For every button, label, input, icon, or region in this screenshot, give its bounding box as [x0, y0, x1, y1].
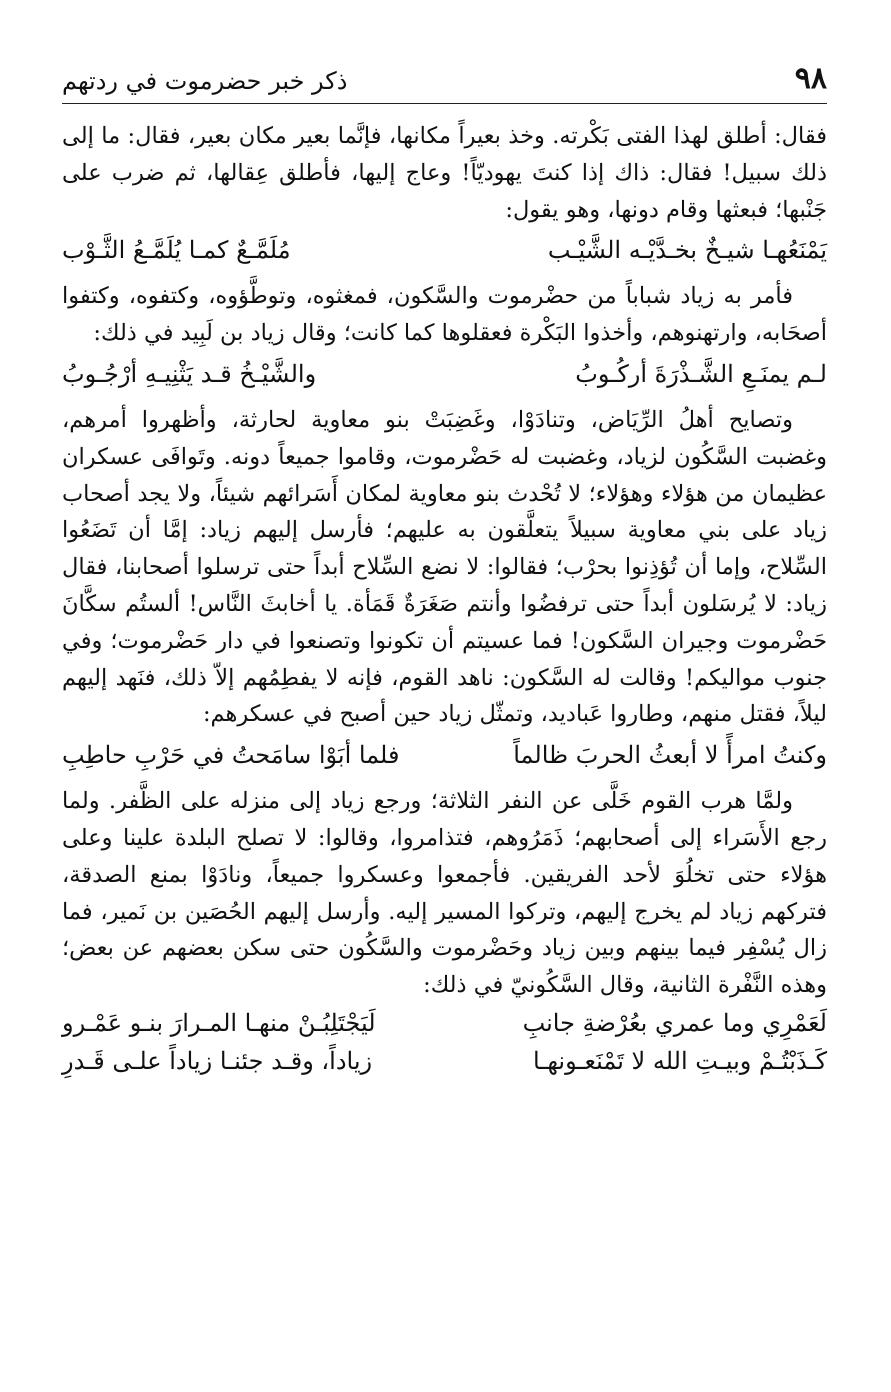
- page-header: [62, 60, 827, 104]
- verse-line-2: [62, 354, 827, 394]
- page-number: ٩٨: [794, 61, 827, 96]
- verse-5-first-hemistich: كَـذَبْتُـمْ وبيـتِ الله لا تَمْنَعـونهـا: [533, 1046, 827, 1075]
- page-body: [62, 118, 827, 1080]
- verse-3-first-hemistich: وكنتُ امرأً لا أبعثُ الحربَ ظالماً: [513, 741, 827, 770]
- verse-4-second-hemistich: لَيَجْتَلِبُـنْ منهـا المـرارَ بنـو عَمْـرو: [62, 1008, 376, 1037]
- verse-1-first-hemistich: يَمْنَعُهـا شيـخٌ بخـدَّيْـه الشَّيْـب: [547, 236, 827, 265]
- verse-2-second-hemistich: والشَّيْـخُ قـد يَثْنِيـهِ أرْجُـوبُ: [62, 359, 317, 388]
- verse-line-1: [62, 230, 827, 270]
- header-divider: [62, 103, 827, 104]
- verse-3-second-hemistich: فلما أبَوْا سامَحتُ في حَرْبِ حاطِبِ: [62, 741, 400, 770]
- verse-4-first-hemistich: لَعَمْرِي وما عمري بعُرْضةِ جانبِ: [522, 1008, 827, 1037]
- paragraph-4: ولمَّا هرب القوم خَلَّى عن النفر الثلاثة؛ ورجع زياد إلى منزله على الظَّفر. ولما رجع الأَسَراء إلى أصحابهم؛ ذَمَرُوهم، فتذامروا، وقالوا: لا تصلح البلدة علينا وعلى هؤلاء حتى تخلُوَ لأحد الفريقين. فأجمعوا وعسكروا جميعاً، ونادَوْا بمنع الصدقة، فتركهم زياد لم يخرج إليهم، وتركوا المسير إليه. وأرسل إليهم الحُصَين بن نَمير، فما زال يُسْفِر فيما بينهم وبين زياد وحَضْرموت والسَّكُون حتى سكن بعضهم عن بعض؛ وهذه النَّفْرة الثانية، وقال السَّكُونيّ في ذلك:: [62, 788, 827, 999]
- verse-1-second-hemistich: مُلَمَّـعٌ كمـا يُلَمَّـعُ الثَّـوْب: [62, 236, 291, 265]
- verse-line-3: [62, 735, 827, 775]
- paragraph-1: فقال: أطلق لهذا الفتى بَكْرته. وخذ بعيراً مكانها، فإنَّما بعير مكان بعير، فقال: ما إلى ذلك سبيل! فقال: ذاك إذا كنتَ يهوديّاً! وعاج إليها، فأطلق عِقالها، ثم ضرب على جَنْبها؛ فبعثها وقام دونها، وهو يقول:: [62, 123, 827, 223]
- verse-2-first-hemistich: لـم يمنَـعِ الشَّـذْرَةَ أركُـوبُ: [575, 359, 827, 388]
- paragraph-3: وتصايح أهلُ الرِّيَاض، وتنادَوْا، وغَضِبَتْ بنو معاوية لحارثة، وأظهروا أمرهم، وغضبت السَّكُون لزياد، وغضبت له حَضْرموت، وقاموا جميعاً دونه. وتَوافَى عسكران عظيمان من هؤلاء وهؤلاء؛ لا تُحْدث بنو معاوية لمكان أَسَرائهم شيئاً، ولا يجد أصحاب زياد على بني معاوية سبيلاً يتعلَّقون به عليهم؛ فأرسل إليهم زياد: إمَّا أن تَضَعُوا السِّلاح، وإما أن تُؤذِنوا بحرْب؛ فقالوا: لا نضع السِّلاح أبداً حتى ترسلوا أصحابنا، فقال زياد: لا يُرسَلون أبداً حتى ترفضُوا وأنتم صَغَرَةٌ قَمَأة. يا أخابثَ النَّاس! ألستُم سكَّانَ حَضْرموت وجيران السَّكون! فما عسيتم أن تكونوا وتصنعوا في دار حَضْرموت؛ وفي جنوب مواليكم! وقالت له السَّكون: ناهد القوم، فإنه لا يفطِمُهم إلاّ ذلك، فنَهد إليهم ليلاً، فقتل منهم، وطاروا عَباديد، وتمثّل زياد حين أصبح في عسكرهم:: [62, 406, 827, 728]
- verse-line-4: [62, 1004, 827, 1042]
- running-title: ذكر خبر حضرموت في ردتهم: [62, 67, 348, 95]
- verse-line-5: [62, 1042, 827, 1080]
- verse-5-second-hemistich: زياداً، وقـد جئنـا زياداً علـى قَـدرِ: [62, 1046, 373, 1075]
- paragraph-2: فأمر به زياد شباباً من حضْرموت والسَّكون، فمغثوه، وتوطَّؤوه، وكتفوه، وكتفوا أصحَابه، وارتهنوهم، وأخذوا البَكْرة فعقلوها كما كانت؛ وقال زياد بن لَبِيد في ذلك:: [62, 283, 827, 347]
